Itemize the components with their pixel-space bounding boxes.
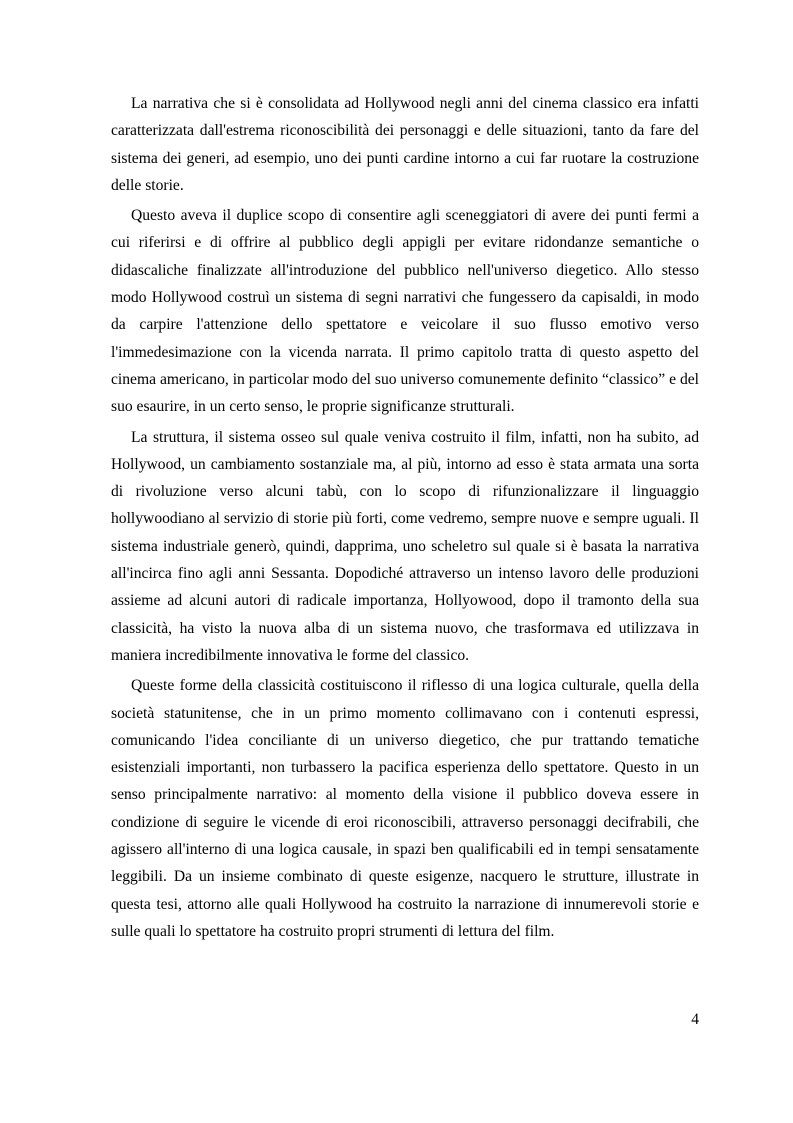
paragraph-1: La narrativa che si è consolidata ad Hollywood negli anni del cinema classico era infatti caratterizzata dall'estrema riconoscibilità dei personaggi e delle situazioni, tanto da fare del sistema dei generi, ad esempio, uno dei punti cardine intorno a cui far ruotare la costruzione delle storie. — [111, 95, 699, 194]
paragraph-4: Queste forme della classicità costituiscono il riflesso di una logica culturale, quella della società statunitense, che in un primo momento collimavano con i contenuti espressi, comunicando l'idea conciliante di un universo diegetico, che pur trattando tematiche esistenziali importanti, non turbassero la pacifica esperienza dello spettatore. Questo in un senso principalmente narrativo: al momento della visione il pubblico doveva essere in condizione di seguire le vicende di eroi riconoscibili, attraverso personaggi decifrabili, che agissero all'interno di una logica causale, in spazi ben qualificabili ed in tempi sensatamente leggibili. Da un insieme combinato di queste esigenze, nacquero le strutture, illustrate in questa tesi, attorno alle quali Hollywood ha costruito la narrazione di innumerevoli storie e sulle quali lo spettatore ha costruito propri strumenti di lettura del film. — [111, 677, 699, 940]
paragraph-2: Questo aveva il duplice scopo di consentire agli sceneggiatori di avere dei punti fermi a cui riferirsi e di offrire al pubblico degli appigli per evitare ridondanze semantiche o didascaliche finalizzate all'introduzione del pubblico nell'universo diegetico. Allo stesso modo Hollywood costruì un sistema di segni narrativi che fungessero da capisaldi, in modo da carpire l'attenzione dello spettatore e veicolare il suo flusso emotivo verso l'immedesimazione con la vicenda narrata. Il primo capitolo tratta di questo aspetto del cinema americano, in particolar modo del suo universo comunemente definito “classico” e del suo esaurire, in un certo senso, le proprie significanze strutturali. — [111, 207, 699, 416]
paragraph-3: La struttura, il sistema osseo sul quale veniva costruito il film, infatti, non ha subito, ad Hollywood, un cambiamento sostanziale ma, al più, intorno ad esso è stata armata una sorta di rivoluzione verso alcuni tabù, con lo scopo di rifunzionalizzare il linguaggio hollywoodiano al servizio di storie più forti, come vedremo, sempre nuove e sempre uguali. Il sistema industriale generò, quindi, dapprima, uno scheletro sul quale si è basata la narrativa all'incirca fino agli anni Sessanta. Dopodiché attraverso un intenso lavoro delle produzioni assieme ad alcuni autori di radicale importanza, Hollyowood, dopo il tramonto della sua classicità, ha visto la nuova alba di un sistema nuovo, che trasformava ed utilizzava in maniera incredibilmente innovativa le forme del classico. — [111, 428, 699, 664]
page-number: 4 — [691, 1011, 699, 1028]
page-body — [111, 90, 699, 948]
